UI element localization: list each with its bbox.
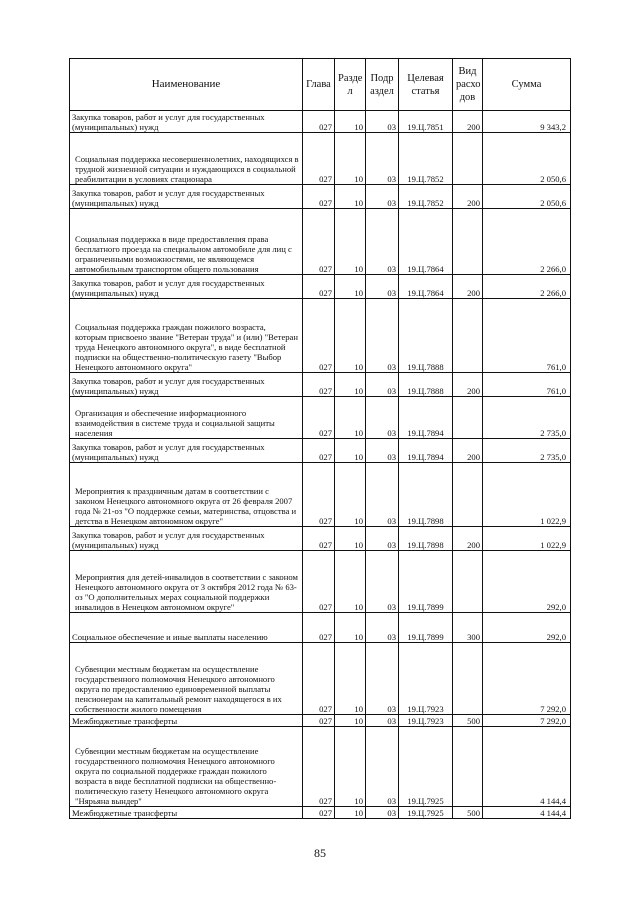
header-kind: Вид расхо дов bbox=[453, 59, 483, 111]
row-name: Закупка товаров, работ и услуг для государственных (муниципальных) нужд bbox=[70, 373, 303, 397]
row-sum: 2 050,6 bbox=[483, 133, 571, 185]
row-chapter: 027 bbox=[303, 643, 335, 715]
table-row bbox=[70, 299, 571, 373]
row-sum: 1 022,9 bbox=[483, 463, 571, 527]
row-name: Закупка товаров, работ и услуг для государственных (муниципальных) нужд bbox=[70, 185, 303, 209]
row-kind bbox=[453, 551, 483, 613]
header-chapter: Глава bbox=[303, 59, 335, 111]
row-sum: 9 343,2 bbox=[483, 111, 571, 133]
table-row bbox=[70, 397, 571, 439]
page-number: 85 bbox=[314, 846, 326, 860]
row-kind bbox=[453, 727, 483, 807]
row-section: 10 bbox=[335, 111, 366, 133]
row-name: Мероприятия к праздничным датам в соответствии с законом Ненецкого автономного округа от 26 февраля 2007 года № 21-оз "О поддержке семьи, материнства, отцовства и детства в Ненецком автономном округе" bbox=[70, 463, 303, 527]
row-chapter: 027 bbox=[303, 397, 335, 439]
row-section: 10 bbox=[335, 299, 366, 373]
row-name: Межбюджетные трансферты bbox=[70, 715, 303, 727]
header-target: Целевая статья bbox=[399, 59, 453, 111]
row-name: Закупка товаров, работ и услуг для государственных (муниципальных) нужд bbox=[70, 275, 303, 299]
row-name: Субвенции местным бюджетам на осуществление государственного полномочия Ненецкого автономного округа по предоставлению единовременной выплаты пенсионерам на капитальный ремонт находящегося в их собственности жилого помещения bbox=[70, 643, 303, 715]
row-subsection: 03 bbox=[366, 439, 399, 463]
row-section: 10 bbox=[335, 463, 366, 527]
row-kind bbox=[453, 463, 483, 527]
row-name: Социальная поддержка граждан пожилого возраста, которым присвоено звание "Ветеран труда" и (или) "Ветеран труда Ненецкого автономного округа", в виде бесплатной подписки на общественно-политическую газету "Выбор Ненецкого автономного округа" bbox=[70, 299, 303, 373]
row-chapter: 027 bbox=[303, 111, 335, 133]
row-chapter: 027 bbox=[303, 463, 335, 527]
row-target: 19.Ц.7864 bbox=[399, 275, 453, 299]
row-kind: 200 bbox=[453, 439, 483, 463]
row-sum: 7 292,0 bbox=[483, 643, 571, 715]
row-chapter: 027 bbox=[303, 275, 335, 299]
row-sum: 7 292,0 bbox=[483, 715, 571, 727]
row-target: 19.Ц.7864 bbox=[399, 209, 453, 275]
row-subsection: 03 bbox=[366, 613, 399, 643]
row-name: Закупка товаров, работ и услуг для государственных (муниципальных) нужд bbox=[70, 527, 303, 551]
row-chapter: 027 bbox=[303, 299, 335, 373]
row-chapter: 027 bbox=[303, 209, 335, 275]
row-subsection: 03 bbox=[366, 463, 399, 527]
row-kind: 300 bbox=[453, 613, 483, 643]
row-kind bbox=[453, 209, 483, 275]
row-sum: 4 144,4 bbox=[483, 727, 571, 807]
table-row bbox=[70, 439, 571, 463]
row-name: Мероприятия для детей-инвалидов в соответствии с законом Ненецкого автономного округа от 3 октября 2012 года № 63-оз "О дополнительных мерах социальной поддержки инвалидов в Ненецком автономном округе" bbox=[70, 551, 303, 613]
table-row bbox=[70, 715, 571, 727]
row-subsection: 03 bbox=[366, 643, 399, 715]
row-section: 10 bbox=[335, 373, 366, 397]
row-chapter: 027 bbox=[303, 373, 335, 397]
row-subsection: 03 bbox=[366, 807, 399, 819]
row-kind: 200 bbox=[453, 373, 483, 397]
row-name: Субвенции местным бюджетам на осуществление государственного полномочия Ненецкого автономного округа по социальной поддержке граждан пожилого возраста в виде бесплатной подписки на общественно-политическую газету Ненецкого автономного округа "Нярьяна вындер" bbox=[70, 727, 303, 807]
header-sum: Сумма bbox=[483, 59, 571, 111]
row-chapter: 027 bbox=[303, 613, 335, 643]
row-section: 10 bbox=[335, 439, 366, 463]
row-name: Закупка товаров, работ и услуг для государственных (муниципальных) нужд bbox=[70, 439, 303, 463]
row-chapter: 027 bbox=[303, 715, 335, 727]
header-subsection: Подр аздел bbox=[366, 59, 399, 111]
row-target: 19.Ц.7852 bbox=[399, 133, 453, 185]
table-row bbox=[70, 373, 571, 397]
row-sum: 4 144,4 bbox=[483, 807, 571, 819]
row-sum: 1 022,9 bbox=[483, 527, 571, 551]
row-section: 10 bbox=[335, 185, 366, 209]
row-target: 19.Ц.7923 bbox=[399, 715, 453, 727]
row-target: 19.Ц.7894 bbox=[399, 439, 453, 463]
row-kind: 500 bbox=[453, 715, 483, 727]
row-sum: 2 735,0 bbox=[483, 439, 571, 463]
table-row bbox=[70, 727, 571, 807]
row-name: Организация и обеспечение информационного взаимодействия в системе труда и социальной защиты населения bbox=[70, 397, 303, 439]
row-sum: 761,0 bbox=[483, 299, 571, 373]
row-subsection: 03 bbox=[366, 527, 399, 551]
row-section: 10 bbox=[335, 715, 366, 727]
row-target: 19.Ц.7898 bbox=[399, 527, 453, 551]
row-sum: 2 050,6 bbox=[483, 185, 571, 209]
row-section: 10 bbox=[335, 807, 366, 819]
row-kind: 200 bbox=[453, 185, 483, 209]
row-name: Социальная поддержка несовершеннолетних, находящихся в трудной жизненной ситуации и нуждающихся в социальной реабилитации в условиях стационара bbox=[70, 133, 303, 185]
row-kind: 200 bbox=[453, 111, 483, 133]
row-kind bbox=[453, 299, 483, 373]
row-chapter: 027 bbox=[303, 527, 335, 551]
row-subsection: 03 bbox=[366, 551, 399, 613]
table-row bbox=[70, 209, 571, 275]
row-section: 10 bbox=[335, 527, 366, 551]
row-section: 10 bbox=[335, 551, 366, 613]
row-chapter: 027 bbox=[303, 439, 335, 463]
row-sum: 761,0 bbox=[483, 373, 571, 397]
row-name: Закупка товаров, работ и услуг для государственных (муниципальных) нужд bbox=[70, 111, 303, 133]
table-body bbox=[70, 111, 571, 819]
table-row bbox=[70, 463, 571, 527]
row-target: 19.Ц.7925 bbox=[399, 807, 453, 819]
table-row bbox=[70, 551, 571, 613]
row-target: 19.Ц.7925 bbox=[399, 727, 453, 807]
row-section: 10 bbox=[335, 209, 366, 275]
row-sum: 2 266,0 bbox=[483, 275, 571, 299]
row-subsection: 03 bbox=[366, 727, 399, 807]
row-sum: 2 735,0 bbox=[483, 397, 571, 439]
row-target: 19.Ц.7899 bbox=[399, 613, 453, 643]
row-kind: 200 bbox=[453, 527, 483, 551]
budget-table bbox=[69, 58, 571, 819]
row-subsection: 03 bbox=[366, 185, 399, 209]
row-subsection: 03 bbox=[366, 397, 399, 439]
row-subsection: 03 bbox=[366, 275, 399, 299]
row-sum: 292,0 bbox=[483, 551, 571, 613]
header-name: Наименование bbox=[70, 59, 303, 111]
row-section: 10 bbox=[335, 613, 366, 643]
row-chapter: 027 bbox=[303, 133, 335, 185]
row-chapter: 027 bbox=[303, 551, 335, 613]
header-section: Разде л bbox=[335, 59, 366, 111]
row-subsection: 03 bbox=[366, 373, 399, 397]
table-row bbox=[70, 133, 571, 185]
row-kind bbox=[453, 643, 483, 715]
table-row bbox=[70, 111, 571, 133]
table-row bbox=[70, 643, 571, 715]
row-subsection: 03 bbox=[366, 133, 399, 185]
table-header-row bbox=[70, 59, 571, 111]
row-target: 19.Ц.7851 bbox=[399, 111, 453, 133]
row-subsection: 03 bbox=[366, 299, 399, 373]
row-chapter: 027 bbox=[303, 727, 335, 807]
row-name: Социальная поддержка в виде предоставления права бесплатного проезда на специальном автомобиле для лиц с ограниченными возможностями, не являющемся автомобильным транспортом общего пользования bbox=[70, 209, 303, 275]
row-section: 10 bbox=[335, 643, 366, 715]
row-section: 10 bbox=[335, 727, 366, 807]
row-subsection: 03 bbox=[366, 111, 399, 133]
table-row bbox=[70, 807, 571, 819]
row-target: 19.Ц.7888 bbox=[399, 373, 453, 397]
row-name: Межбюджетные трансферты bbox=[70, 807, 303, 819]
row-target: 19.Ц.7898 bbox=[399, 463, 453, 527]
row-target: 19.Ц.7923 bbox=[399, 643, 453, 715]
row-section: 10 bbox=[335, 397, 366, 439]
row-target: 19.Ц.7899 bbox=[399, 551, 453, 613]
row-subsection: 03 bbox=[366, 209, 399, 275]
row-name: Социальное обеспечение и иные выплаты населению bbox=[70, 613, 303, 643]
row-chapter: 027 bbox=[303, 807, 335, 819]
row-section: 10 bbox=[335, 275, 366, 299]
table-row bbox=[70, 613, 571, 643]
row-section: 10 bbox=[335, 133, 366, 185]
row-chapter: 027 bbox=[303, 185, 335, 209]
row-kind: 500 bbox=[453, 807, 483, 819]
row-sum: 2 266,0 bbox=[483, 209, 571, 275]
budget-table-container bbox=[69, 58, 570, 819]
row-kind: 200 bbox=[453, 275, 483, 299]
row-sum: 292,0 bbox=[483, 613, 571, 643]
row-kind bbox=[453, 397, 483, 439]
row-kind bbox=[453, 133, 483, 185]
table-row bbox=[70, 527, 571, 551]
table-row bbox=[70, 275, 571, 299]
table-row bbox=[70, 185, 571, 209]
row-target: 19.Ц.7888 bbox=[399, 299, 453, 373]
row-subsection: 03 bbox=[366, 715, 399, 727]
row-target: 19.Ц.7894 bbox=[399, 397, 453, 439]
row-target: 19.Ц.7852 bbox=[399, 185, 453, 209]
